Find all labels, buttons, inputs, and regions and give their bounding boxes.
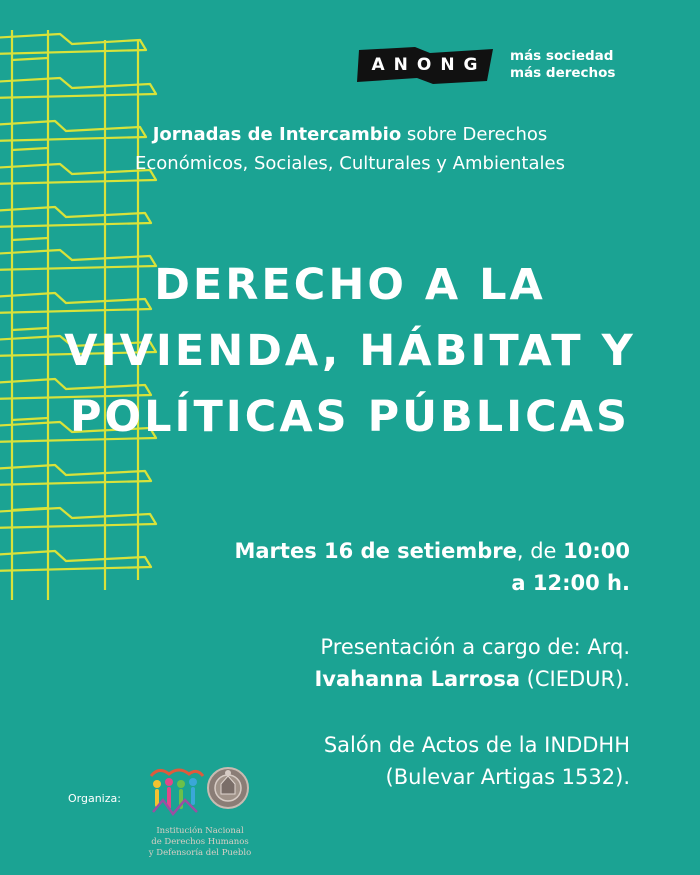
organiza-label: Organiza: xyxy=(68,792,121,805)
series-line2: Económicos, Sociales, Culturales y Ambientales xyxy=(135,153,565,174)
brand-tagline xyxy=(510,48,615,82)
date-text: Martes 16 de setiembre xyxy=(234,539,517,563)
org-line1: Institución Nacional xyxy=(156,826,244,836)
presenter-org: (CIEDUR). xyxy=(520,667,630,691)
org-line3: y Defensoría del Pueblo xyxy=(148,848,252,858)
anong-logo-text: ANONG xyxy=(371,55,487,75)
inddhh-logo-icon xyxy=(145,762,255,822)
title-line1: DERECHO A LA xyxy=(154,260,546,310)
time-start: 10:00 xyxy=(563,539,630,563)
venue-line1: Salón de Actos de la INDDHH xyxy=(323,733,630,757)
inddhh-name xyxy=(140,826,260,859)
venue-line2: (Bulevar Artigas 1532). xyxy=(385,765,630,789)
series-bold: Jornadas de Intercambio xyxy=(152,124,402,145)
event-title xyxy=(30,252,670,450)
title-line3: POLÍTICAS PÚBLICAS xyxy=(70,392,630,442)
presenter-prefix: Presentación a cargo de: Arq. xyxy=(320,635,630,659)
presenter-name: Ivahanna Larrosa xyxy=(314,667,520,691)
title-line2: VIVIENDA, HÁBITAT Y xyxy=(64,326,636,376)
time-end: a 12:00 h. xyxy=(511,571,630,595)
event-datetime xyxy=(110,535,630,599)
date-connector: , de xyxy=(516,539,564,563)
org-line2: de Derechos Humanos xyxy=(151,837,249,847)
event-series xyxy=(40,120,660,178)
event-presenter xyxy=(110,631,630,695)
tagline-line1: más sociedad xyxy=(510,48,614,64)
tagline-line2: más derechos xyxy=(510,65,616,81)
series-rest: sobre Derechos xyxy=(401,124,548,145)
